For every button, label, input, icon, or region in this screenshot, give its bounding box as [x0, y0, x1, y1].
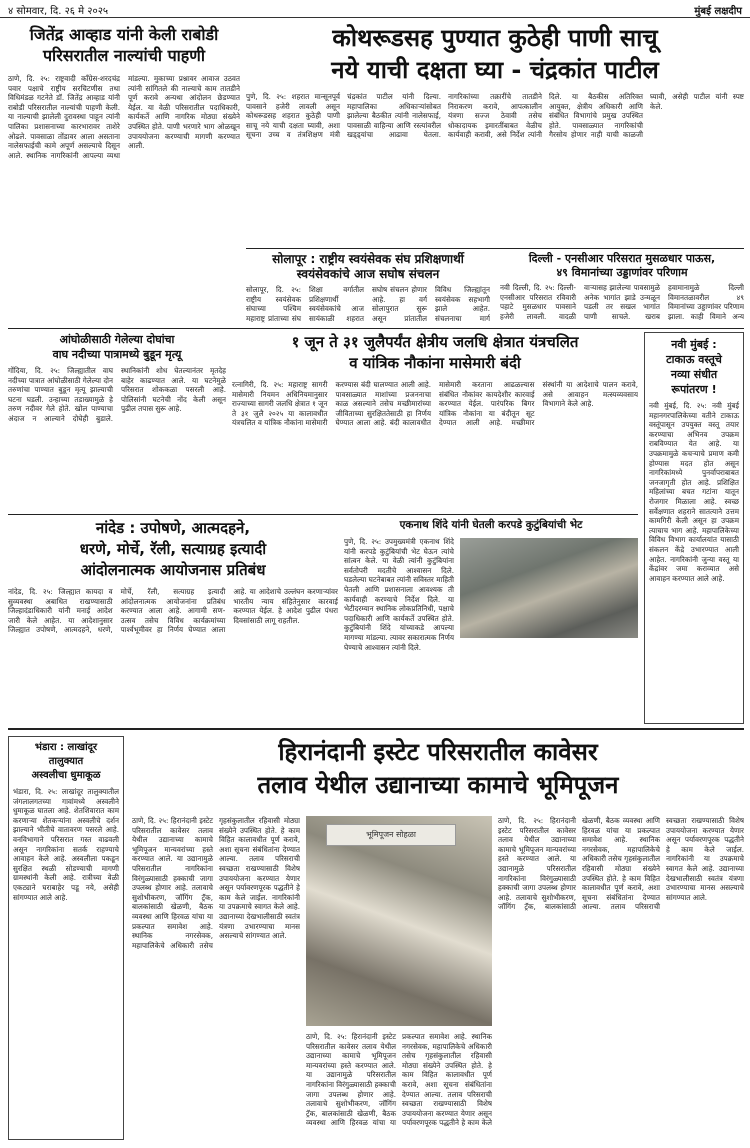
- story-delhi-body: नवी दिल्ली, दि. २५: दिल्ली-एनसीआर परिसरात रविवारी पहाटे मुसळधार पावसाने हजेरी लावली. वादळी वाऱ्यासह झालेल्या पावसामुळे अनेक भागांत झाडे उन्मळून पडली तर सखल भागांत पाणी साचले. खराब हवामानामुळे दिल्ली विमानतळावरील ४९ विमानांच्या उड्डाणांवर परिणाम झाला. काही विमाने अन्य: [500, 283, 744, 321]
- story-kothrud: [246, 22, 744, 246]
- divider: [246, 248, 744, 249]
- story-bhandara-title-2: तालुक्यात: [48, 756, 84, 767]
- story-drown-title-2: वाघ नदीच्या पात्रामध्ये बुडून मृत्यू: [52, 348, 182, 361]
- hiranandani-photo: [306, 816, 492, 1026]
- story-navimumbai: [644, 332, 744, 724]
- story-delhi-title-2: ४९ विमानांच्या उड्डाणांवर परिणाम: [556, 266, 688, 279]
- story-navimumbai-body: नवी मुंबई, दि. २५: नवी मुंबई महानगरपालिकेच्या वतीने टाकाऊ वस्तूंपासून उपयुक्त वस्तू तयार करण्याचा अभिनव उपक्रम राबविण्यात येत आहे. या उपक्रमामुळे कचऱ्याचे प्रमाण कमी होण्यास मदत होत असून नागरिकांमध्ये पुनर्वापराबाबत जनजागृती होत आहे. प्रशिक्षित महिलांच्या बचत गटांना यातून रोजगार मिळाला आहे. स्वच्छ सर्वेक्षणात शहराने सातत्याने उत्तम कामगिरी केली असून हा उपक्रम त्याचाच भाग आहे. महापालिकेच्या विविध विभाग कार्यालयांत यासाठी संकलन केंद्रे उभारण्यात आली आहेत. नागरिकांनी जुन्या वस्तू या केंद्रांवर जमा कराव्यात असे आवाहन करण्यात आले आहे.: [649, 401, 739, 583]
- story-nanded-title-2: धरणे, मोर्चे, रॅली, सत्याग्रह इत्यादी: [79, 540, 267, 558]
- story-fishing-title-1: १ जून ते ३१ जुलैपर्यंत क्षेत्रीय जलधि क्षेत्रात यंत्रचलित: [291, 333, 579, 351]
- story-rss-body: सोलापूर, दि. २५: राष्ट्रीय स्वयंसेवक संघाच्या पश्चिम महाराष्ट्र प्रांताच्या संघ शिक्षा वर्गातील प्रशिक्षणार्थी स्वयंसेवकांचे आज सायंकाळी शहरात सघोष संचलन होणार आहे. हा वर्ग सोलापुरात सुरू असून प्रांतातील विविध जिल्ह्यांतून स्वयंसेवक सहभागी झाले आहेत. संचलनाचा मार्ग: [246, 285, 490, 323]
- story-shinde-title: एकनाथ शिंदे यांनी घेतली करपडे कुटुंबियांची भेट: [399, 519, 583, 531]
- paper-name: मुंबई लक्षदीप: [694, 6, 742, 17]
- page-header: [0, 0, 750, 18]
- story-kothrud-title-2: नये याची दक्षता घ्या - चंद्रकांत पाटील: [331, 56, 659, 84]
- story-rss-title-1: सोलापूर : राष्ट्रीय स्वयंसेवक संघ प्रशिक्षणार्थी: [272, 252, 464, 266]
- story-awhad-body: ठाणे, दि. २५: राष्ट्रवादी काँग्रेस-शरदचंद्र पवार पक्षाचे राष्ट्रीय सरचिटणीस तथा विधिमंडळ गटनेते डॉ. जितेंद्र आव्हाड यांनी राबोडी परिसरातील नाल्यांची पाहणी केली. या नाल्याची झालेली दुरावस्था पाहून त्यांनी पालिका प्रशासनाच्या कारभारावर ताशेरे ओढले. पावसाळा तोंडावर आला असताना नालेसफाईची कामे अपूर्ण असल्याचे दिसून आले. स्थानिक नागरिकांनी आपल्या व्यथा मांडल्या. मुकाच्या प्रश्नावर आवाज उठवत त्यांनी सांगितले की नाल्याचे काम तातडीने पूर्ण करावे अन्यथा आंदोलन छेडण्यात येईल. या वेळी परिसरातील पदाधिकारी, कार्यकर्ते आणि नागरिक मोठ्या संख्येने उपस्थित होते. पाणी भरणारे भाग ओळखून उपाययोजना करण्याची मागणी करण्यात आली.: [8, 74, 240, 160]
- story-hiranandani-body-under-photo: ठाणे, दि. २५: हिरानंदानी इस्टेट परिसरातील कावेसर तलाव येथील उद्यानाच्या कामाचे भूमिपूजन मान्यवरांच्या हस्ते करण्यात आले. या उद्यानामुळे परिसरातील नागरिकांना विरंगुळ्यासाठी हक्काची जागा उपलब्ध होणार आहे. तलावाचे सुशोभीकरण, जॉगिंग ट्रॅक, बालकांसाठी खेळणी, बैठक व्यवस्था आणि हिरवळ यांचा या प्रकल्पात समावेश आहे. स्थानिक नगरसेवक, महापालिकेचे अधिकारी तसेच गृहसंकुलातील रहिवासी मोठ्या संख्येने उपस्थित होते. हे काम विहित कालावधीत पूर्ण करावे, अशा सूचना संबंधितांना देण्यात आल्या. तलाव परिसराची स्वच्छता राखण्यासाठी विशेष उपाययोजना करण्यात येणार असून पर्यावरणपूरक पद्धतीने हे काम केले: [306, 1032, 492, 1128]
- story-bhandara: [8, 736, 124, 1140]
- story-delhi-title-1: दिल्ली - एनसीआर परिसरात मुसळधार पाऊस,: [528, 252, 716, 265]
- story-nanded-body: नांदेड, दि. २५: जिल्ह्यात कायदा व सुव्यवस्था अबाधित राखण्यासाठी जिल्हादंडाधिकारी यांनी मनाई आदेश जारी केले आहेत. या आदेशानुसार जिल्ह्यात उपोषणे, आत्मदहने, धरणे, मोर्चे, रॅली, सत्याग्रह इत्यादी आंदोलनात्मक आयोजनांना प्रतिबंध करण्यात आला आहे. आगामी सण-उत्सव तसेच विविध कार्यक्रमांच्या पार्श्वभूमीवर हा निर्णय घेण्यात आला आहे. या आदेशाचे उल्लंघन करणाऱ्यांवर भारतीय न्याय संहितेनुसार कारवाई करण्यात येईल. हे आदेश पुढील पंधरा दिवसांसाठी लागू राहतील.: [8, 587, 338, 635]
- story-bhandara-body: भंडारा, दि. २५: लाखांदूर तालुक्यातील जंगलालगतच्या गावांमध्ये अस्वलीने धुमाकूळ घातला आहे. शेतशिवारात काम करणाऱ्या शेतकऱ्यांना अस्वलीचे दर्शन झाल्याने भीतीचे वातावरण पसरले आहे. वनविभागाने परिसरात गस्त वाढवली असून नागरिकांना सतर्क राहण्याचे आवाहन केले आहे. अस्वलीला पकडून सुरक्षित स्थळी सोडण्याची मागणी ग्रामस्थांनी केली आहे. रात्रीच्या वेळी एकट्याने घराबाहेर पडू नये, असेही सांगण्यात आले आहे.: [13, 787, 119, 902]
- story-hiranandani-title-2: तलाव येथील उद्यानाच्या कामाचे भूमिपूजन: [257, 771, 619, 799]
- story-shinde: [344, 518, 638, 724]
- story-bhandara-title-1: भंडारा : लाखांदूर: [34, 742, 98, 753]
- story-navimumbai-title-3: नव्या संधीत: [670, 368, 718, 381]
- story-drown-body: गोंदिया, दि. २५: जिल्ह्यातील वाघ नदीच्या पात्रात आंघोळीसाठी गेलेल्या दोन तरुणांचा पाण्यात बुडून मृत्यू झाल्याची घटना घडली. उन्हाच्या तडाख्यामुळे हे तरुण नदीवर गेले होते. खोल पाण्याचा अंदाज न आल्याने दोघेही बुडाले. स्थानिकांनी शोध घेतल्यानंतर मृतदेह बाहेर काढण्यात आले. या घटनेमुळे परिसरात शोककळा पसरली आहे. पोलिसांनी घटनेची नोंद केली असून पुढील तपास सुरू आहे.: [8, 366, 226, 423]
- divider: [8, 328, 744, 329]
- page-date: ४ सोमवार, दि. २६ मे २०२५: [8, 6, 109, 17]
- story-nanded-title-1: नांदेड : उपोषणे, आत्मदहने,: [95, 519, 251, 537]
- story-delhi: [500, 252, 744, 326]
- story-rss: [246, 252, 490, 326]
- story-fishing-body: रत्नागिरी, दि. २५: महाराष्ट्र सागरी मासेमारी नियमन अधिनियमानुसार राज्याच्या सागरी जलधि क्षेत्रात १ जून ते ३१ जुलै २०२५ या कालावधीत यंत्रचलित व यांत्रिक नौकांना मासेमारी करण्यास बंदी घालण्यात आली आहे. पावसाळ्यात माशांच्या प्रजननाचा काळ असल्याने तसेच मच्छीमारांच्या जीविताच्या सुरक्षिततेसाठी हा निर्णय घेण्यात आला आहे. बंदी कालावधीत मासेमारी करताना आढळल्यास संबंधित नौकांवर कायदेशीर कारवाई करण्यात येईल. पारंपरिक बिगर यांत्रिक नौकांना या बंदीतून सूट देण्यात आली आहे. मच्छीमार संस्थांनी या आदेशाचे पालन करावे, असे आवाहन मत्स्यव्यवसाय विभागाने केले आहे.: [232, 380, 638, 428]
- photo-banner: भूमिपूजन सोहळा: [326, 824, 456, 846]
- story-fishing: [232, 332, 638, 510]
- story-awhad: [8, 24, 240, 324]
- story-navimumbai-title-1: नवी मुंबई :: [671, 338, 717, 351]
- story-navimumbai-title-4: रूपांतरण !: [671, 383, 717, 396]
- story-rss-title-2: स्वयंसेवकांचे आज सघोष संचलन: [296, 267, 440, 281]
- story-navimumbai-title-2: टाकाऊ वस्तूचे: [666, 353, 722, 366]
- story-drown: [8, 332, 226, 510]
- story-hiranandani-body-left: ठाणे, दि. २५: हिरानंदानी इस्टेट परिसरातील कावेसर तलाव येथील उद्यानाच्या कामाचे भूमिपूजन मान्यवरांच्या हस्ते करण्यात आले. या उद्यानामुळे परिसरातील नागरिकांना विरंगुळ्यासाठी हक्काची जागा उपलब्ध होणार आहे. तलावाचे सुशोभीकरण, जॉगिंग ट्रॅक, बालकांसाठी खेळणी, बैठक व्यवस्था आणि हिरवळ यांचा या प्रकल्पात समावेश आहे. स्थानिक नगरसेवक, महापालिकेचे अधिकारी तसेच गृहसंकुलातील रहिवासी मोठ्या संख्येने उपस्थित होते. हे काम विहित कालावधीत पूर्ण करावे, अशा सूचना संबंधितांना देण्यात आल्या. तलाव परिसराची स्वच्छता राखण्यासाठी विशेष उपाययोजना करण्यात येणार असून पर्यावरणपूरक पद्धतीने हे काम केले जाईल. नागरिकांनी या उपक्रमाचे स्वागत केले आहे. उद्यानाच्या देखभालीसाठी स्वतंत्र यंत्रणा उभारण्याचा मानस असल्याचे सांगण्यात आले.: [132, 816, 300, 950]
- story-nanded-title-3: आंदोलनात्मक आयोजनास प्रतिबंध: [80, 561, 266, 579]
- divider: [8, 728, 744, 730]
- story-kothrud-body: पुणे, दि. २५: शहरात मान्सूनपूर्व पावसाने हजेरी लावली असून कोथरूडसह शहरात कुठेही पाणी साचू नये याची दक्षता घ्यावी, अशा सूचना उच्च व तंत्रशिक्षण मंत्री चंद्रकांत पाटील यांनी दिल्या. महापालिका अधिकाऱ्यांसोबत झालेल्या बैठकीत त्यांनी नालेसफाई, पावसाळी वाहिन्या आणि रस्त्यांवरील खड्ड्यांचा आढावा घेतला. नागरिकांच्या तक्रारींचे तातडीने निराकरण करावे, आपत्कालीन यंत्रणा सज्ज ठेवावी तसेच धोकादायक इमारतींबाबत वेळीच कार्यवाही करावी, असे निर्देश त्यांनी दिले. या बैठकीस अतिरिक्त आयुक्त, क्षेत्रीय अधिकारी आणि संबंधित विभागांचे प्रमुख उपस्थित होते. पावसाळ्यात नागरिकांची गैरसोय होणार नाही याची काळजी घ्यावी, असेही पाटील यांनी स्पष्ट केले.: [246, 92, 744, 140]
- story-awhad-title: जितेंद्र आव्हाड यांनी केली राबोडी परिसरातील नाल्यांची पाहणी: [29, 25, 219, 65]
- story-nanded: [8, 518, 338, 724]
- story-hiranandani: [132, 736, 744, 1140]
- story-drown-title-1: आंघोळीसाठी गेलेल्या दोघांचा: [59, 333, 175, 346]
- shinde-photo: [460, 538, 638, 638]
- story-hiranandani-title-1: हिरानंदानी इस्टेट परिसरातील कावेसर: [278, 738, 598, 766]
- story-bhandara-title-3: अस्वलीचा धुमाकूळ: [31, 770, 101, 781]
- story-hiranandani-body-right: ठाणे, दि. २५: हिरानंदानी इस्टेट परिसरातील कावेसर तलाव येथील उद्यानाच्या कामाचे भूमिपूजन मान्यवरांच्या हस्ते करण्यात आले. या उद्यानामुळे परिसरातील नागरिकांना विरंगुळ्यासाठी हक्काची जागा उपलब्ध होणार आहे. तलावाचे सुशोभीकरण, जॉगिंग ट्रॅक, बालकांसाठी खेळणी, बैठक व्यवस्था आणि हिरवळ यांचा या प्रकल्पात समावेश आहे. स्थानिक नगरसेवक, महापालिकेचे अधिकारी तसेच गृहसंकुलातील रहिवासी मोठ्या संख्येने उपस्थित होते. हे काम विहित कालावधीत पूर्ण करावे, अशा सूचना संबंधितांना देण्यात आल्या. तलाव परिसराची स्वच्छता राखण्यासाठी विशेष उपाययोजना करण्यात येणार असून पर्यावरणपूरक पद्धतीने हे काम केले जाईल. नागरिकांनी या उपक्रमाचे स्वागत केले आहे. उद्यानाच्या देखभालीसाठी स्वतंत्र यंत्रणा उभारण्याचा मानस असल्याचे सांगण्यात आले.: [498, 816, 744, 912]
- story-fishing-title-2: व यांत्रिक नौकांना मासेमारी बंदी: [349, 354, 521, 372]
- divider: [8, 514, 638, 515]
- story-shinde-body: पुणे, दि. २५: उपमुख्यमंत्री एकनाथ शिंदे यांनी करपडे कुटुंबियांची भेट घेऊन त्यांचे सांत्वन केले. या वेळी त्यांनी कुटुंबियांना सर्वतोपरी मदतीचे आश्वासन दिले. घडलेल्या घटनेबाबत त्यांनी सविस्तर माहिती घेतली आणि प्रशासनाला आवश्यक ती कार्यवाही करण्याचे निर्देश दिले. या भेटीदरम्यान स्थानिक लोकप्रतिनिधी, पक्षाचे पदाधिकारी आणि कार्यकर्ते उपस्थित होते. कुटुंबियांनी शिंदे यांच्याकडे आपल्या मागण्या मांडल्या. त्यावर सकारात्मक निर्णय घेण्याचे आश्वासन त्यांनी दिले.: [344, 537, 454, 652]
- story-kothrud-title-1: कोथरूडसह पुण्यात कुठेही पाणी साचू: [332, 24, 658, 52]
